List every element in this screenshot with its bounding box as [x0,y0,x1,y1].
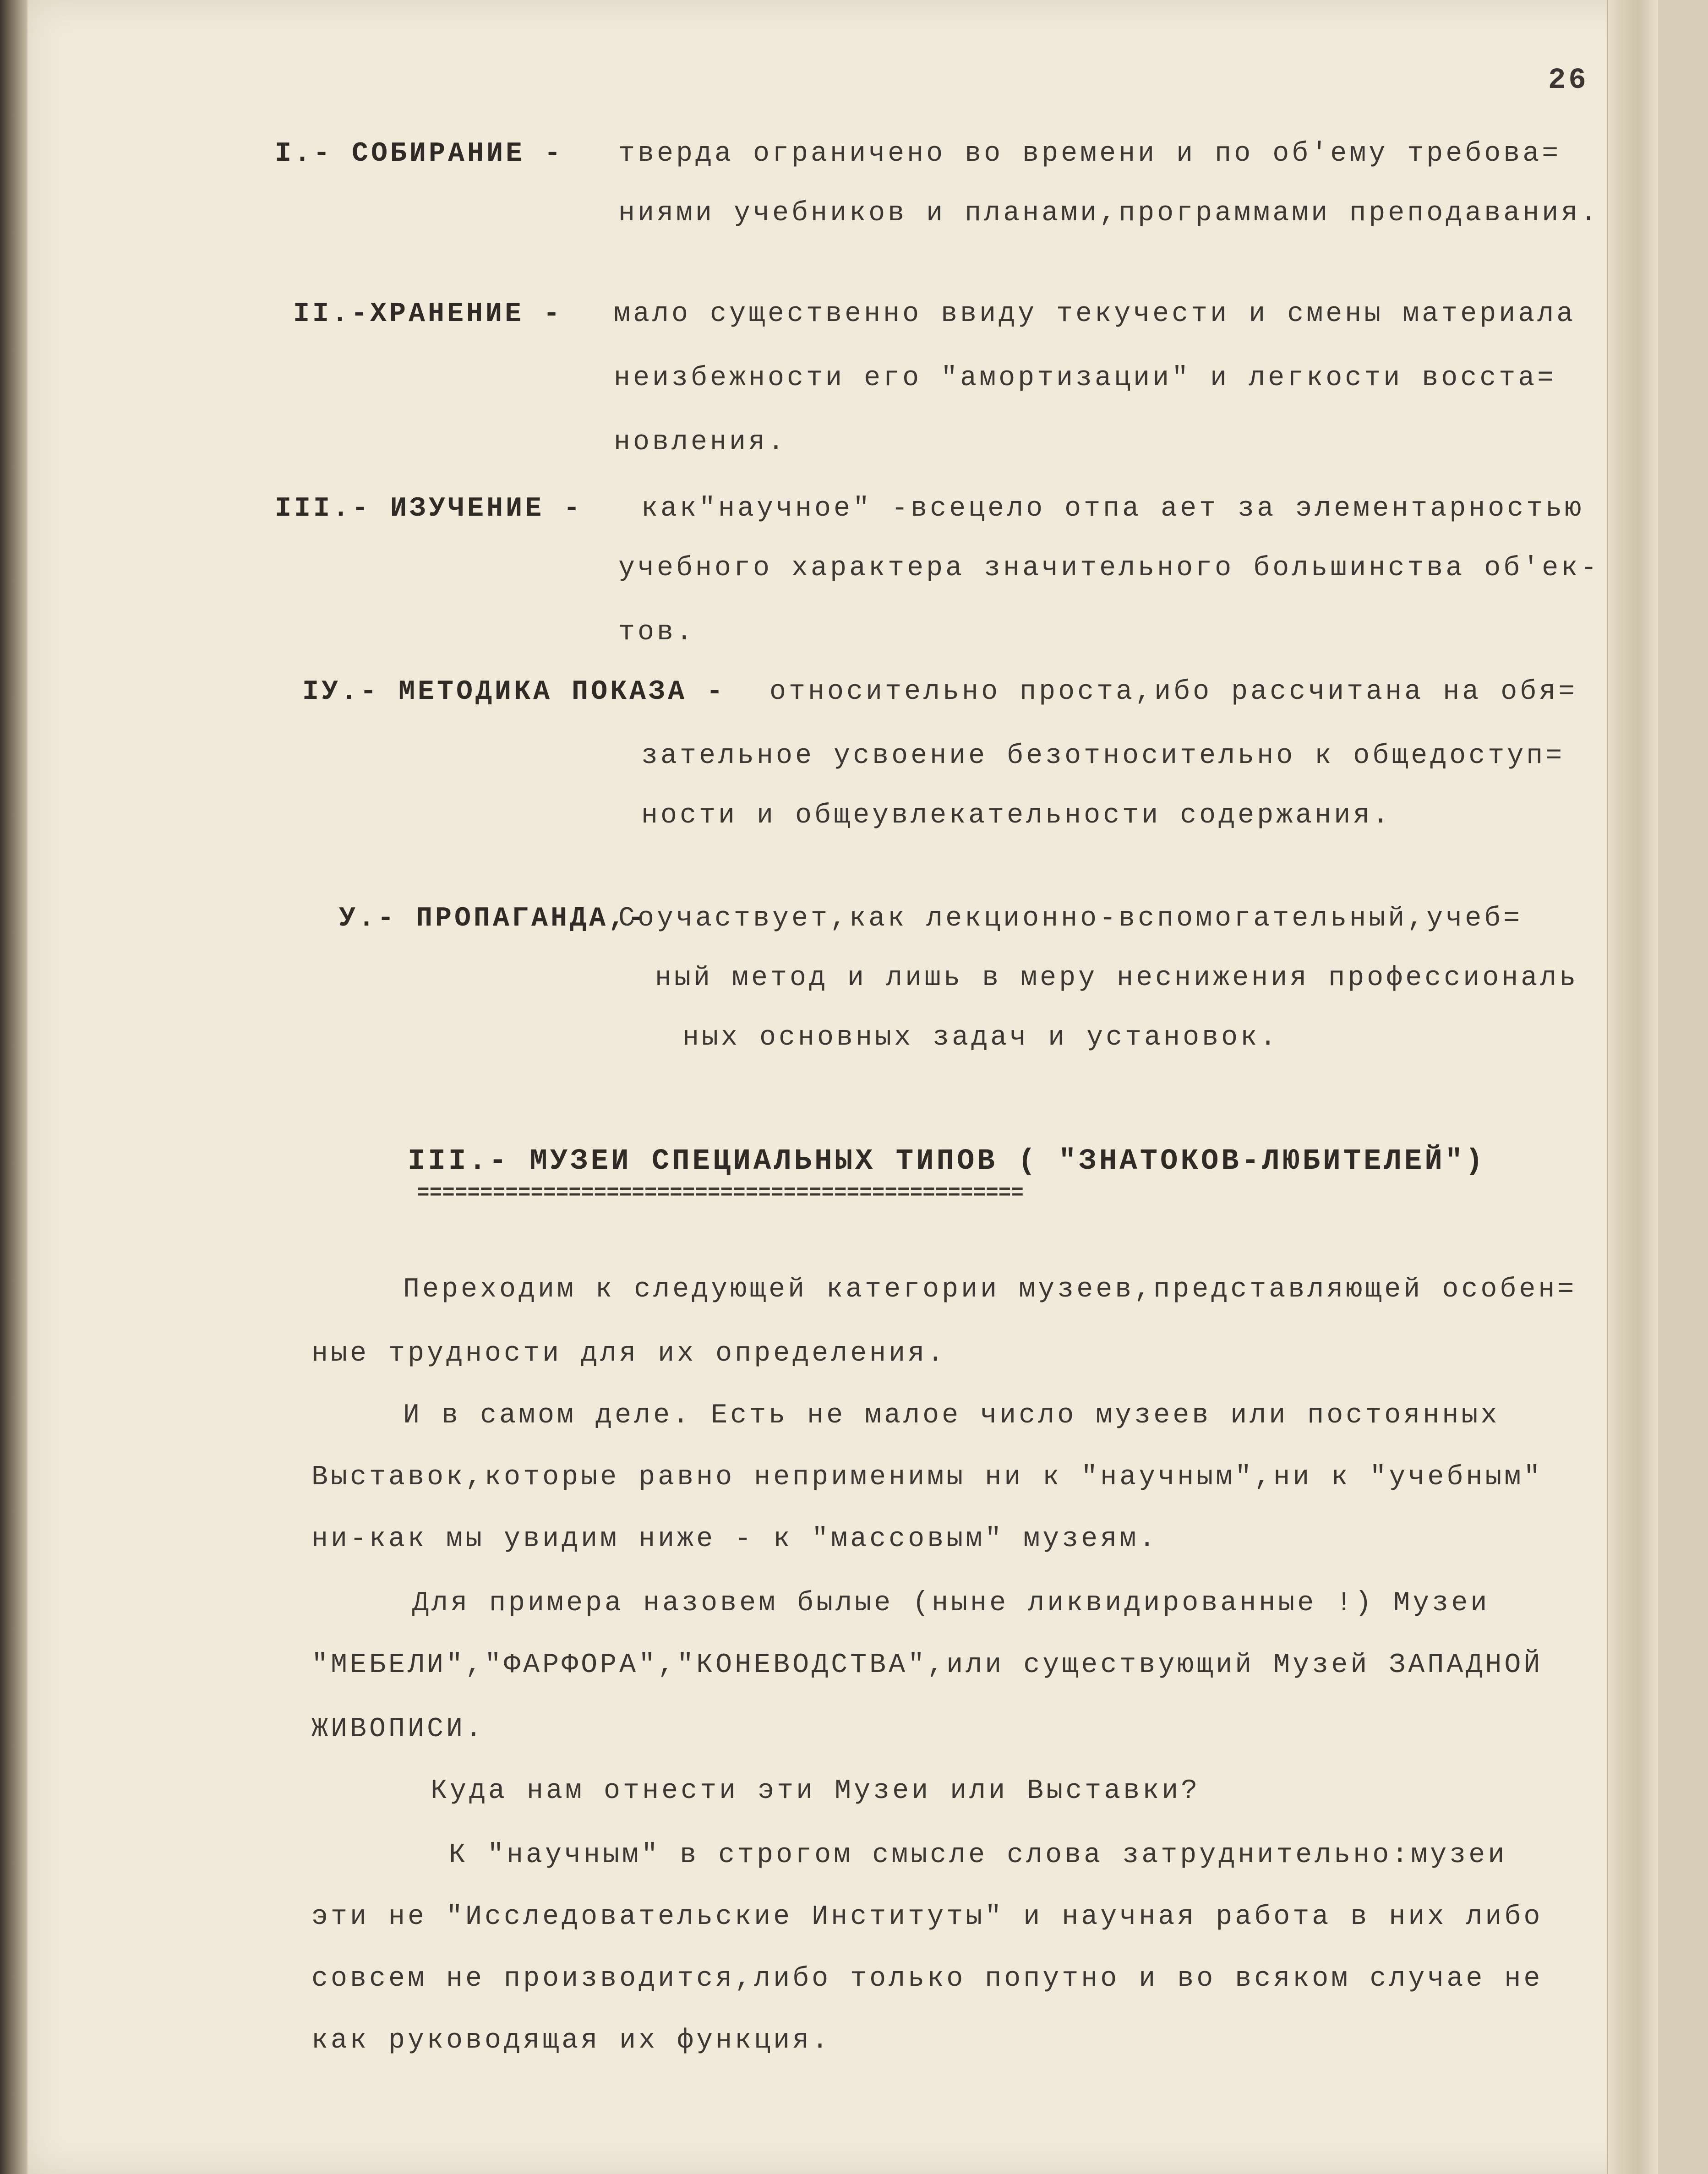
item-text-line: как"научное" -всецело отпа ает за элементарностью [641,493,1584,524]
item-label-display-method: IУ.- МЕТОДИКА ПОКАЗА - [302,676,726,708]
item-text-line: зательное усвоение безотносительно к общедоступ= [641,741,1565,772]
body-line: Выставок,которые равно неприменимы ни к "научным",ни к "учебным" [311,1462,1543,1493]
item-text-line: Соучаствует,как лекционно-вспомогательный,учеб= [618,903,1523,934]
body-line: как руководящая их функция. [311,2025,831,2056]
body-line: эти не "Исследовательские Институты" и научная работа в них либо [311,1902,1543,1933]
page-stack-edge [1607,0,1658,2174]
body-line: И в самом деле. Есть не малое число музеев или постоянных [403,1400,1500,1431]
body-line: ни-как мы увидим ниже - к "массовым" музеям. [311,1524,1158,1555]
item-label-collecting: I.- СОБИРАНИЕ - [275,138,564,169]
body-line: совсем не производится,либо только попутно и во всяком случае не [311,1963,1543,1994]
item-text-line: ный метод и лишь в меру неснижения профессиональ [655,963,1579,994]
item-text-line: тверда ограничено во времени и по об'ему требова= [618,138,1561,169]
item-label-storage: II.-ХРАНЕНИЕ - [293,299,563,330]
body-line: ЖИВОПИСИ. [311,1714,485,1745]
item-text-line: тов. [618,617,696,648]
item-label-study: III.- ИЗУЧЕНИЕ - [275,493,583,524]
item-label-propaganda: У.- ПРОПАГАНДА,- [339,903,647,934]
body-line: ные трудности для их определения. [311,1338,947,1369]
typed-page [27,0,1658,2174]
item-text-line: учебного характера значительного большинства об'ек- [618,553,1600,584]
item-text-line: ных основных задач и установок. [682,1022,1279,1053]
item-text-line: неизбежности его "амортизации" и легкости восста= [614,363,1557,394]
body-line: К "научным" в строгом смысле слова затруднительно:музеи [449,1840,1507,1871]
section-heading: III.- МУЗЕИ СПЕЦИАЛЬНЫХ ТИПОВ ( "ЗНАТОКОВ-ЛЮБИТЕЛЕЙ") [408,1145,1486,1178]
page-number: 26 [1548,64,1589,97]
body-line: Куда нам отнести эти Музеи или Выставки? [431,1776,1201,1807]
body-line: Для примера назовем былые (ныне ликвидированные !) Музеи [412,1588,1490,1619]
item-text-line: ности и общеувлекательности содержания. [641,800,1392,831]
item-text-line: ниями учебников и планами,программами преподавания. [618,198,1600,229]
item-text-line: новления. [614,427,787,458]
heading-underline: ================================================ [417,1181,1024,1205]
body-line: "МЕБЕЛИ","ФАРФОРА","КОНЕВОДСТВА",или существующий Музей ЗАПАДНОЙ [311,1650,1543,1681]
body-line: Переходим к следующей категории музеев,представляющей особен= [403,1274,1577,1305]
item-text-line: мало существенно ввиду текучести и смены материала [614,299,1576,330]
binding-edge [0,0,27,2174]
item-text-line: относительно проста,ибо рассчитана на обя= [769,676,1578,708]
